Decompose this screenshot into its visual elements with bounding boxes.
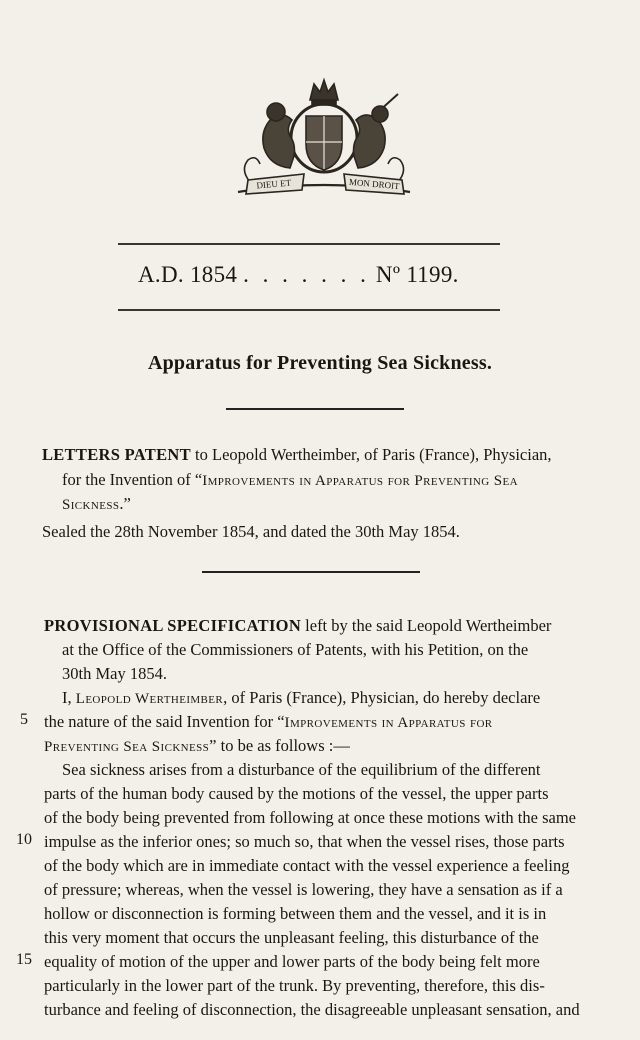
body-line-5: parts of the human body caused by the motions of the vessel, the upper parts: [44, 784, 549, 803]
letters-patent-line-1: [42, 443, 552, 468]
body-text: I,: [62, 688, 76, 707]
provisional-line-3: 30th May 1854.: [62, 664, 167, 683]
leader-dots: . . . . . . .: [243, 262, 370, 287]
royal-coat-of-arms-icon: [230, 70, 418, 200]
body-line-14: turbance and feeling of disconnection, the disagreeable unpleasant sensation, and: [44, 1000, 580, 1019]
patent-number: Nº 1199.: [375, 262, 459, 287]
letters-patent-line-2: [62, 468, 518, 494]
section-divider: [202, 571, 420, 573]
invention-title-part-1: Improvements in Apparatus for: [284, 715, 493, 731]
body-line-8: of the body which are in immediate contact with the vessel experience a feeling: [44, 856, 570, 875]
body-line-12: equality of motion of the upper and lower parts of the body being felt more: [44, 952, 540, 971]
page-title: Apparatus for Preventing Sea Sickness.: [147, 352, 493, 374]
body-line-7: impulse as the inferior ones; so much so, that when the vessel rises, those parts: [44, 832, 565, 851]
body-line-11: this very moment that occurs the unpleasant feeling, this disturbance of the: [44, 928, 539, 947]
provisional-line-2: at the Office of the Commissioners of Patents, with his Petition, on the: [62, 640, 529, 659]
line-number: 15: [16, 951, 32, 968]
motto-left: DIEU ET: [255, 177, 292, 191]
motto-right: MON DROIT: [348, 176, 400, 192]
sealed-date: Sealed the 28th November 1854, and dated the 30th May 1854.: [42, 522, 460, 541]
invention-title-part-1: Improvements in Apparatus for Preventing Sea: [202, 473, 518, 489]
title-divider: [226, 408, 404, 410]
body-line-6: of the body being prevented from following at once these motions with the same: [44, 808, 576, 827]
letters-patent-line-3: [62, 492, 131, 518]
invention-intro: for the Invention of “: [62, 470, 203, 489]
inventor-name: Leopold Wertheimber: [75, 691, 224, 707]
body-line-2: [44, 710, 493, 736]
body-line-9: of pressure; whereas, when the vessel is lowering, they have a sensation as if a: [44, 880, 563, 899]
patent-year: A.D. 1854: [138, 262, 238, 287]
body-text: , of Paris (France), Physician, do hereby declare: [223, 688, 541, 707]
body-line-13: particularly in the lower part of the trunk. By preventing, therefore, this dis-: [44, 976, 545, 995]
invention-title-part-2: Preventing Sea Sickness: [44, 739, 210, 755]
line-number: 10: [16, 831, 32, 848]
body-text: the nature of the said Invention for “: [44, 712, 285, 731]
bottom-rule: [118, 309, 500, 311]
top-rule: [118, 243, 500, 245]
provisional-heading: PROVISIONAL SPECIFICATION: [44, 616, 302, 635]
provisional-text: left by the said Leopold Wertheimber: [301, 616, 552, 635]
patent-number-line: [138, 262, 498, 288]
line-number: 5: [20, 711, 28, 728]
body-line-3: [44, 734, 350, 760]
body-text: ” to be as follows :—: [209, 736, 350, 755]
letters-patent-text: to Leopold Wertheimber, of Paris (France), Physician,: [190, 445, 552, 464]
letters-patent-heading: LETTERS PATENT: [42, 445, 191, 464]
body-line-10: hollow or disconnection is forming between them and the vessel, and it is in: [44, 904, 547, 923]
invention-title-end: .”: [119, 494, 131, 513]
body-line-4: Sea sickness arises from a disturbance of the equilibrium of the different: [62, 760, 541, 779]
invention-title-part-2: Sickness: [62, 497, 120, 513]
body-line-1: [62, 686, 540, 712]
provisional-line-1: [44, 614, 551, 639]
